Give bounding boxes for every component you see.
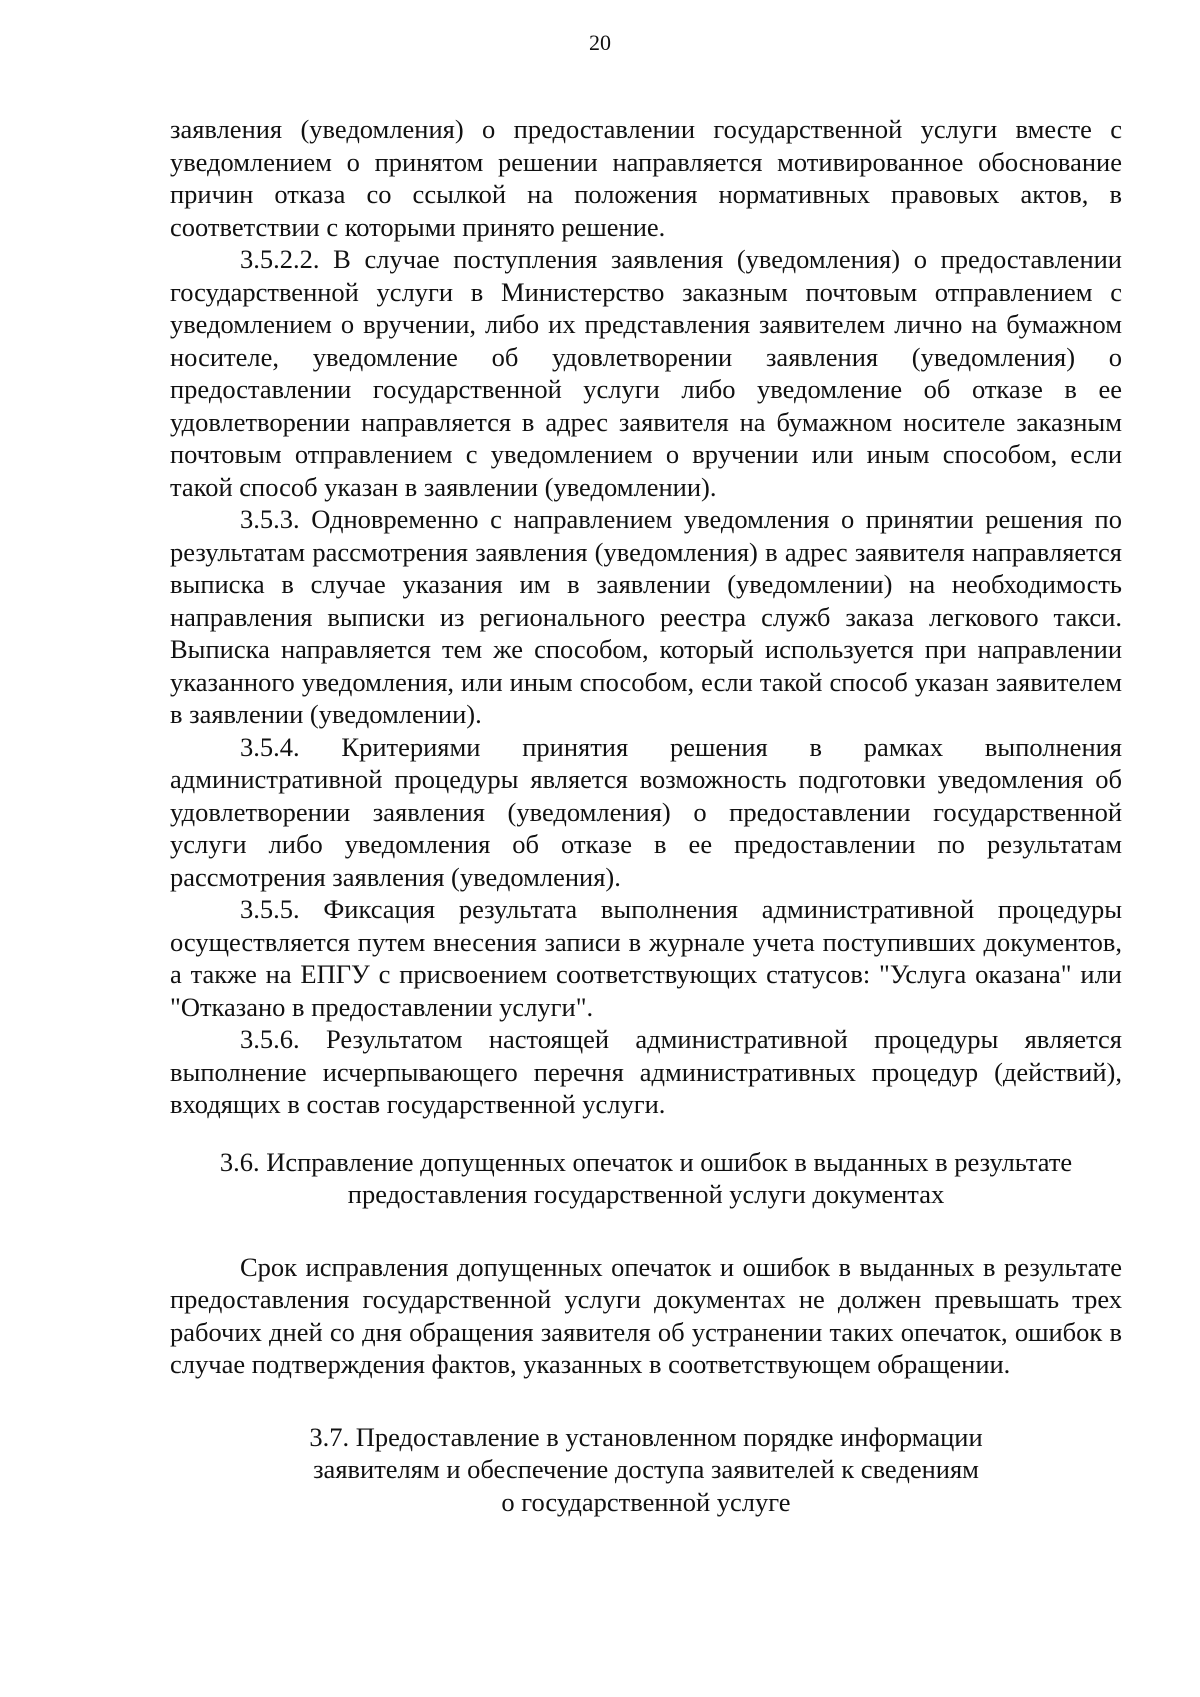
spacer: [170, 1211, 1122, 1251]
paragraph-3-6: Срок исправления допущенных опечаток и ошибок в выданных в результате предоставления государственной услуги документах не должен превышать трех рабочих дней со дня обращения заявителя об устранении таких опечаток, ошибок в случае подтверждения фактов, указанных в соответствующем обращении.: [170, 1251, 1122, 1379]
spacer: [170, 1121, 1122, 1146]
heading-3-7-line-1: 3.7. Предоставление в установленном порядке информации: [309, 1421, 983, 1452]
paragraph-continuation: заявления (уведомления) о предоставлении государственной услуги вместе с уведомлением о принятом решении направляется мотивированное обоснование причин отказа со ссылкой на положения нормативных правовых актов, в соответствии с которыми принято решение.: [170, 114, 1122, 242]
section-heading-3-6: [170, 1146, 1122, 1211]
paragraph-3-5-2-2: 3.5.2.2. В случае поступления заявления (уведомления) о предоставлении государственной услуги в Министерство заказным почтовым отправлением с уведомлением о вручении, либо их представления заявителем лично на бумажном носителе, уведомление об удовлетворении заявления (уведомления) о предоставлении государственной услуги либо уведомление об отказе в ее удовлетворении направляется в адрес заявителя на бумажном носителе заказным почтовым отправлением с уведомлением о вручении или иным способом, если такой способ указан в заявлении (уведомлении).: [170, 244, 1122, 502]
page-number: 20: [589, 30, 611, 55]
heading-3-6-line-2: предоставления государственной услуги документах: [347, 1179, 945, 1209]
spacer: [170, 1381, 1122, 1421]
paragraph-3-5-5: 3.5.5. Фиксация результата выполнения административной процедуры осуществляется путем внесения записи в журнале учета поступивших документов, а также на ЕПГУ с присвоением соответствующих статусов: "Услуга оказана" или "Отказано в предоставлении услуги".: [170, 894, 1122, 1022]
section-heading-3-7: [170, 1421, 1122, 1519]
paragraph-3-5-6: 3.5.6. Результатом настоящей административной процедуры является выполнение исчерпывающего перечня административных процедур (действий), входящих в состав государственной услуги.: [170, 1024, 1122, 1119]
heading-3-7-line-3: о государственной услуге: [501, 1486, 791, 1517]
heading-3-6-line-1: 3.6. Исправление допущенных опечаток и ошибок в выданных в результате: [219, 1146, 1073, 1177]
paragraph-3-5-3: 3.5.3. Одновременно с направлением уведомления о принятии решения по результатам рассмотрения заявления (уведомления) в адрес заявителя направляется выписка в случае указания им в заявлении (уведомлении) на необходимость направления выписки из регионального реестра служб заказа легкового такси. Выписка направляется тем же способом, который используется при направлении указанного уведомления, или иным способом, если такой способ указан заявителем в заявлении (уведомлении).: [170, 504, 1122, 729]
heading-3-7-line-2: заявителям и обеспечение доступа заявителей к сведениям: [313, 1454, 979, 1484]
paragraph-3-5-4: 3.5.4. Критериями принятия решения в рамках выполнения административной процедуры является возможность подготовки уведомления об удовлетворении заявления (уведомления) о предоставлении государственной услуги либо уведомления об отказе в ее предоставлении по результатам рассмотрения заявления (уведомления).: [170, 731, 1122, 892]
document-body: [170, 113, 1122, 1518]
